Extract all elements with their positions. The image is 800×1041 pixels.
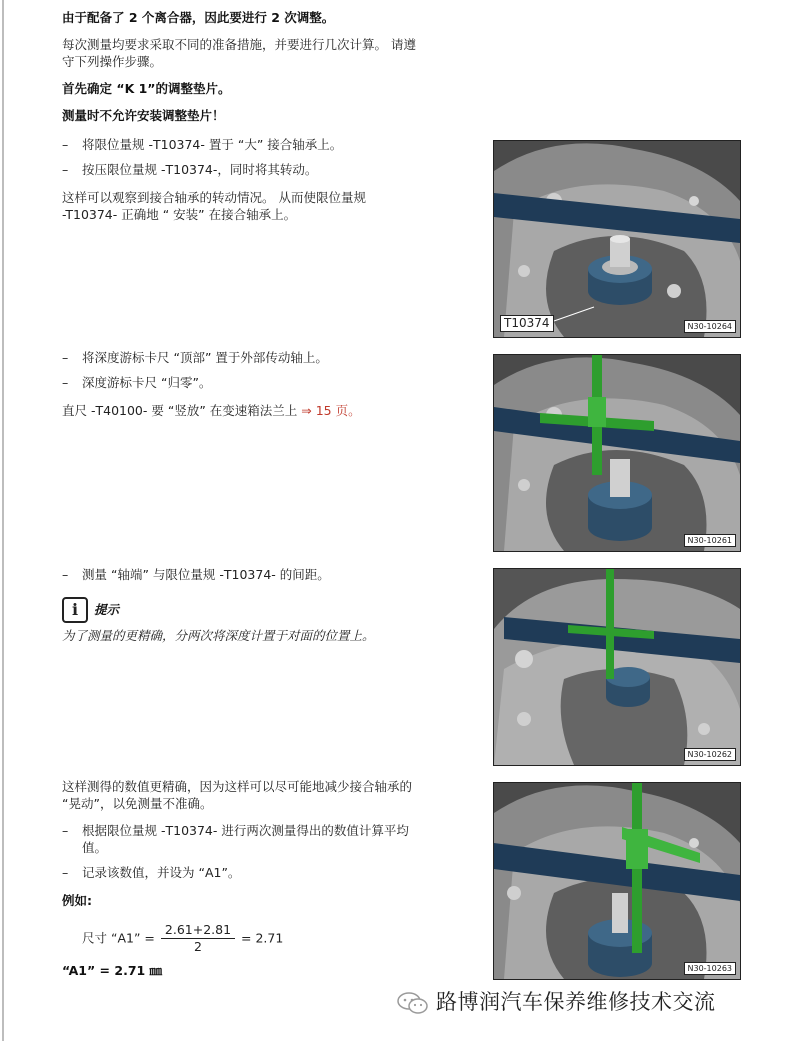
bullet-record-a1: – 记录该数值，并设为 “A1”。 xyxy=(62,864,240,882)
note-title: 提示 xyxy=(94,602,120,617)
section1-para-line-1: 这样可以观察到接合轴承的转动情况。 从而使限位量规 xyxy=(62,190,366,205)
figure-code: N30-10261 xyxy=(684,534,737,547)
section4-para-line-2: “晃动”，以免测量不准确。 xyxy=(62,796,213,811)
formula-numerator: 2.61+2.81 xyxy=(161,922,235,939)
bullet-depth-gauge-top: – 将深度游标卡尺 “顶部” 置于外部传动轴上。 xyxy=(62,349,328,367)
intro-line-1: 每次测量均要求采取不同的准备措施，并要进行几次计算。 请遵 xyxy=(62,37,416,52)
step-k1-heading: 首先确定 “K 1”的调整垫片。 xyxy=(62,81,231,96)
formula xyxy=(82,922,283,955)
formula-denominator: 2 xyxy=(193,939,202,954)
page-left-border xyxy=(2,0,4,1041)
figure-code: N30-10263 xyxy=(684,962,737,975)
example-label: 例如: xyxy=(62,893,92,908)
watermark xyxy=(396,988,792,1018)
note-text: 为了测量的更精确，分两次将深度计置于对面的位置上。 xyxy=(62,628,375,643)
figure-gauge-on-bearing xyxy=(493,140,741,338)
intro-line-2: 守下列操作步骤。 xyxy=(62,54,163,69)
figure-measure-distance xyxy=(493,568,741,766)
bullet-press-gauge: – 按压限位量规 -T10374-，同时将其转动。 xyxy=(62,161,317,179)
bullet-calc-average-cont: 值。 xyxy=(82,840,108,855)
tool-label-t10374: T10374 xyxy=(500,315,554,332)
section4-para-line-1: 这样测得的数值更精确，因为这样可以尽可能地减少接合轴承的 xyxy=(62,779,413,794)
result-a1: “A1” = 2.71 ㎜ xyxy=(62,963,163,978)
heading-two-clutches: 由于配备了 2 个离合器，因此要进行 2 次调整。 xyxy=(62,10,335,25)
watermark-text: 路博润汽车保养维修技术交流 xyxy=(436,990,716,1014)
formula-result: = 2.71 xyxy=(241,930,284,946)
formula-fraction xyxy=(161,922,235,955)
warning-no-shim: 测量时不允许安装调整垫片！ xyxy=(62,108,225,123)
bullet-calc-average: – 根据限位量规 -T10374- 进行两次测量得出的数值计算平均 xyxy=(62,822,409,840)
figure-code: N30-10264 xyxy=(684,320,737,333)
section2-para xyxy=(62,402,361,420)
page-15-link[interactable]: ⇒ 15 页。 xyxy=(301,403,361,418)
figure-depth-gauge-zero xyxy=(493,354,741,552)
section2-para-text: 直尺 -T40100- 要 “竖放” 在变速箱法兰上 xyxy=(62,403,298,418)
section1-para-line-2: -T10374- 正确地 “ 安装” 在接合轴承上。 xyxy=(62,207,297,222)
formula-left: 尺寸 “A1” = xyxy=(82,930,155,946)
bullet-measure-shaft-end: – 测量 “轴端” 与限位量规 -T10374- 的间距。 xyxy=(62,566,330,584)
wechat-icon xyxy=(396,991,430,1015)
figure-code: N30-10262 xyxy=(684,748,737,761)
bullet-place-gauge: – 将限位量规 -T10374- 置于 “大” 接合轴承上。 xyxy=(62,136,342,154)
bullet-depth-gauge-zero: – 深度游标卡尺 “归零”。 xyxy=(62,374,211,392)
info-icon: i xyxy=(62,597,88,623)
figure-second-measurement xyxy=(493,782,741,980)
